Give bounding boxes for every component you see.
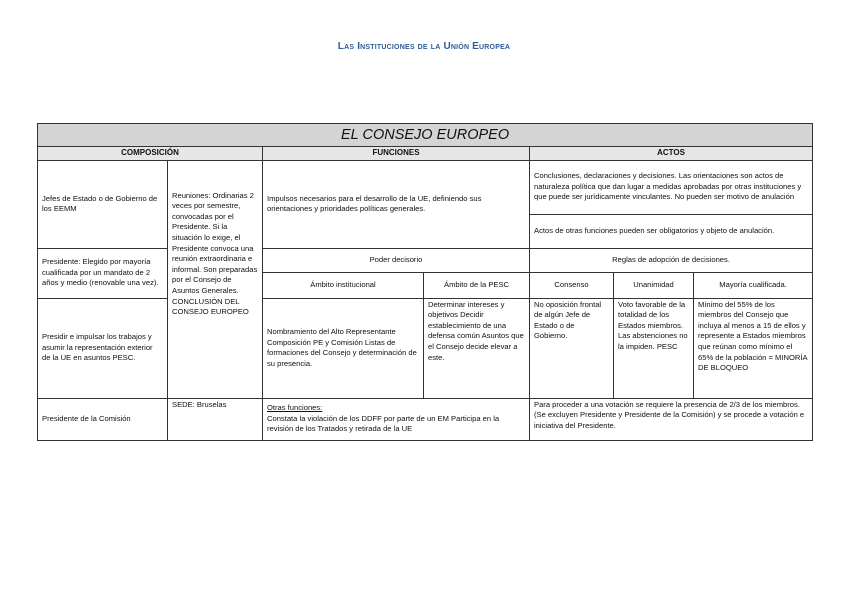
presidir-cell: Presidir e impulsar los trabajos y asumir la representación exterior de la UE en asuntos PESC. bbox=[38, 298, 168, 398]
jefes-cell: Jefes de Estado o de Gobierno de los EEMM bbox=[38, 160, 168, 248]
document-title: Las Instituciones de la Unión Europea bbox=[337, 41, 511, 52]
consenso-cell: No oposición frontal de algún Jefe de Estado o de Gobierno. bbox=[530, 298, 614, 398]
presidente-cell: Presidente: Elegido por mayoría cualificada por un mandato de 2 años y medio (renovable una vez). bbox=[38, 248, 168, 298]
unanimidad-header: Unanimidad bbox=[614, 272, 694, 298]
unanimidad-cell: Voto favorable de la totalidad de los Estados miembros. Las abstenciones no la impiden. PESC bbox=[614, 298, 694, 398]
header-actos: ACTOS bbox=[530, 147, 813, 161]
consenso-header: Consenso bbox=[530, 272, 614, 298]
otras-funciones-text: Constata la violación de los DDFF por parte de un EM Participa en la revisión de los Tratados y retirada de la UE bbox=[267, 413, 500, 434]
ambito-pesc-header: Ámbito de la PESC bbox=[424, 272, 530, 298]
reglas-cell: Reglas de adopción de decisiones. bbox=[530, 248, 813, 272]
votacion-cell: Para proceder a una votación se requiere la presencia de 2/3 de los miembros. (Se excluyen Presidente y Presidente de la Comisión) y se procede a votación e iniciativa del Presidente. bbox=[530, 398, 813, 440]
reuniones-cell: Reuniones: Ordinarias 2 veces por semestre, convocadas por el Presidente. Si la situación lo exige, el Presidente convoca una reunión extraordinaria e informal. Son preparadas por el Consejo de Asuntos Generales. CONCLUSIÓN DEL CONSEJO EUROPEO bbox=[168, 160, 263, 398]
header-funciones: FUNCIONES bbox=[263, 147, 530, 161]
ambito-institucional-cell: Nombramiento del Alto Representante Composición PE y Comisión Listas de formaciones del Consejo y determinación de su presencia. bbox=[263, 298, 424, 398]
mayoria-cell: Mínimo del 55% de los miembros del Consejo que incluya al menos a 15 de ellos y represente a Estados miembros que reúnan como mínimo el 65% de la población = MINORÍA DE BLOQUEO bbox=[694, 298, 813, 398]
otras-funciones-label: Otras funciones: bbox=[267, 403, 323, 413]
ambito-institucional-header: Ámbito institucional bbox=[263, 272, 424, 298]
poder-decisorio-cell: Poder decisorio bbox=[263, 248, 530, 272]
mayoria-header: Mayoría cualificada. bbox=[694, 272, 813, 298]
ambito-pesc-cell: Determinar intereses y objetivos Decidir establecimiento de una defensa común Asuntos que el Consejo decide elevar a este. bbox=[424, 298, 530, 398]
conclusiones-cell: Conclusiones, declaraciones y decisiones. Las orientaciones son actos de naturaleza política que dan lugar a medidas aprobadas por otras instituciones y que puede ser jurídicamente vinculantes. No pueden ser motivo de anulación bbox=[530, 160, 813, 214]
impulsos-cell: Impulsos necesarios para el desarrollo de la UE, definiendo sus orientaciones y prioridades políticas generales. bbox=[263, 160, 530, 248]
otras-funciones-cell bbox=[263, 398, 530, 440]
header-composicion: COMPOSICIÓN bbox=[38, 147, 263, 161]
consejo-europeo-table bbox=[37, 123, 813, 441]
table-title: EL CONSEJO EUROPEO bbox=[38, 124, 813, 147]
actos-otras-funciones-cell: Actos de otras funciones pueden ser obligatorios y objeto de anulación. bbox=[530, 214, 813, 248]
presidente-comision-cell: Presidente de la Comisión bbox=[38, 398, 168, 440]
sede-cell: SEDE: Bruselas bbox=[168, 398, 263, 440]
